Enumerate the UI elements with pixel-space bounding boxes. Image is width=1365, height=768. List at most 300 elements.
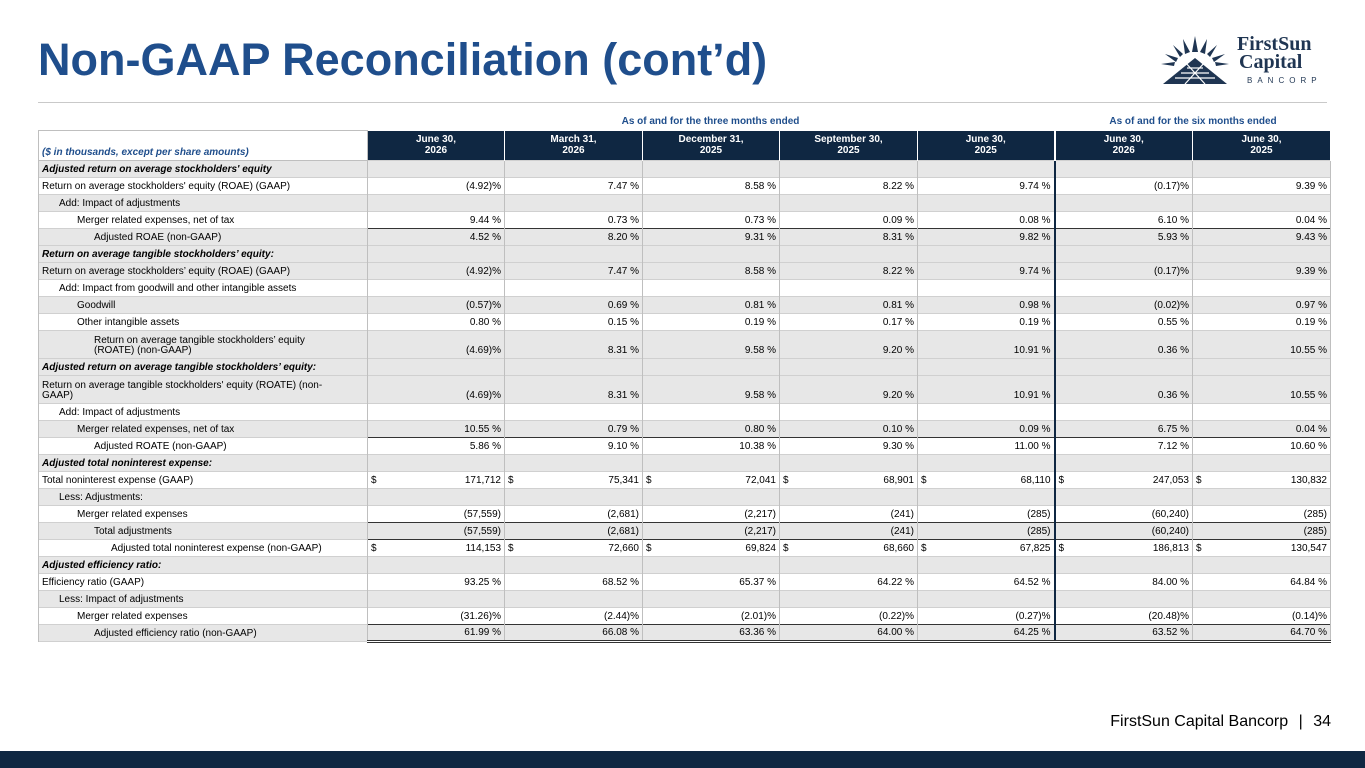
company-logo bbox=[1155, 32, 1325, 88]
value-cell bbox=[1055, 455, 1193, 472]
row-label bbox=[39, 455, 368, 472]
value-cell bbox=[1193, 438, 1331, 455]
cell-value: 0.04 % bbox=[1295, 423, 1327, 435]
value-cell bbox=[780, 455, 918, 472]
value-cell bbox=[780, 472, 918, 489]
value-cell bbox=[505, 161, 643, 178]
logo-subtitle: BANCORP bbox=[1247, 76, 1322, 85]
value-cell bbox=[780, 591, 918, 608]
cell-value: 10.38 % bbox=[739, 440, 776, 452]
dollar-sign: $ bbox=[508, 542, 514, 554]
cell-value: 0.19 % bbox=[744, 316, 776, 328]
cell-value: 6.10 % bbox=[1157, 214, 1189, 226]
value-cell bbox=[1055, 540, 1193, 557]
cell-value: 9.10 % bbox=[607, 440, 639, 452]
value-cell bbox=[505, 263, 643, 280]
cell-value: 10.91 % bbox=[1013, 345, 1051, 356]
row-label bbox=[39, 195, 368, 212]
cell-value: 0.80 % bbox=[469, 316, 501, 328]
value-cell bbox=[1193, 404, 1331, 421]
value-cell bbox=[643, 404, 780, 421]
row-label bbox=[39, 212, 368, 229]
cell-value: 0.81 % bbox=[744, 299, 776, 311]
cell-value: 130,547 bbox=[1290, 542, 1327, 554]
column-header-line1: June 30, bbox=[1103, 134, 1144, 146]
value-cell bbox=[643, 438, 780, 455]
sunburst-logo-icon bbox=[1155, 32, 1235, 88]
row-label-text: Other intangible assets bbox=[77, 316, 180, 328]
table-row bbox=[39, 404, 1331, 421]
value-cell bbox=[1193, 195, 1331, 212]
value-cell bbox=[368, 421, 505, 438]
value-cell bbox=[1055, 625, 1193, 642]
dollar-sign: $ bbox=[646, 542, 652, 554]
value-cell bbox=[368, 574, 505, 591]
value-cell bbox=[643, 263, 780, 280]
value-cell bbox=[918, 195, 1055, 212]
row-label-text: Adjusted total noninterest expense: bbox=[42, 457, 213, 469]
cell-value: 64.70 % bbox=[1290, 627, 1327, 638]
value-cell bbox=[1193, 455, 1331, 472]
column-header-line1: March 31, bbox=[550, 134, 597, 146]
value-cell bbox=[368, 523, 505, 540]
value-cell bbox=[1055, 421, 1193, 438]
logo-name-line1: FirstSun bbox=[1237, 33, 1312, 55]
cell-value: 68,110 bbox=[1020, 474, 1051, 486]
cell-value: (0.27)% bbox=[1015, 610, 1051, 622]
value-cell bbox=[1193, 212, 1331, 229]
value-cell bbox=[1193, 625, 1331, 642]
title-divider bbox=[38, 102, 1327, 103]
dollar-sign: $ bbox=[1058, 542, 1065, 554]
value-cell bbox=[780, 212, 918, 229]
value-cell bbox=[918, 523, 1055, 540]
row-label bbox=[39, 314, 368, 331]
value-cell bbox=[780, 404, 918, 421]
row-label-text: Adjusted efficiency ratio (non-GAAP) bbox=[94, 627, 257, 639]
value-cell bbox=[1193, 523, 1331, 540]
section-header-row bbox=[39, 161, 1331, 178]
table-row bbox=[39, 314, 1331, 331]
cell-value: 0.08 % bbox=[1019, 214, 1051, 226]
cell-value: 9.58 % bbox=[744, 390, 776, 401]
cell-value: 68.52 % bbox=[602, 576, 639, 588]
units-label: ($ in thousands, except per share amounts) bbox=[39, 131, 368, 161]
cell-value: 9.43 % bbox=[1295, 231, 1327, 243]
cell-value: 0.10 % bbox=[882, 423, 914, 435]
value-cell bbox=[1055, 263, 1193, 280]
value-cell bbox=[368, 472, 505, 489]
table-row bbox=[39, 523, 1331, 540]
value-cell bbox=[780, 574, 918, 591]
value-cell bbox=[780, 540, 918, 557]
cell-value: 0.04 % bbox=[1295, 214, 1327, 226]
row-label-text: Less: Impact of adjustments bbox=[59, 593, 184, 605]
value-cell bbox=[643, 489, 780, 506]
dollar-sign: $ bbox=[783, 542, 789, 554]
value-cell bbox=[505, 506, 643, 523]
cell-value: 7.12 % bbox=[1157, 440, 1189, 452]
cell-value: 9.31 % bbox=[744, 231, 776, 243]
value-cell bbox=[643, 195, 780, 212]
cell-value: 75,341 bbox=[608, 474, 639, 486]
value-cell bbox=[643, 574, 780, 591]
value-cell bbox=[1193, 591, 1331, 608]
footer-text bbox=[1110, 713, 1331, 731]
section-header-row bbox=[39, 557, 1331, 574]
cell-value: 63.52 % bbox=[1152, 627, 1189, 638]
value-cell bbox=[1193, 297, 1331, 314]
value-cell bbox=[918, 212, 1055, 229]
cell-value: 8.31 % bbox=[607, 390, 639, 401]
logo-name-line2: Capital bbox=[1239, 51, 1303, 73]
value-cell bbox=[780, 229, 918, 246]
row-label-text: Merger related expenses bbox=[77, 508, 188, 520]
value-cell bbox=[1055, 314, 1193, 331]
cell-value: 0.15 % bbox=[607, 316, 639, 328]
value-cell bbox=[368, 161, 505, 178]
value-cell bbox=[780, 178, 918, 195]
cell-value: 5.93 % bbox=[1157, 231, 1189, 243]
value-cell bbox=[505, 591, 643, 608]
cell-value: 64.25 % bbox=[1013, 627, 1051, 638]
cell-value: 10.55 % bbox=[1290, 345, 1327, 356]
table-row bbox=[39, 608, 1331, 625]
dollar-sign: $ bbox=[1196, 474, 1202, 486]
row-label bbox=[39, 229, 368, 246]
value-cell bbox=[1055, 229, 1193, 246]
value-cell bbox=[643, 331, 780, 359]
value-cell bbox=[368, 331, 505, 359]
cell-value: (2.44)% bbox=[603, 610, 639, 622]
column-header-line1: June 30, bbox=[965, 134, 1006, 146]
value-cell bbox=[780, 438, 918, 455]
cell-value: 0.73 % bbox=[607, 214, 639, 226]
cell-value: 64.52 % bbox=[1013, 576, 1051, 588]
value-cell bbox=[1055, 472, 1193, 489]
cell-value: (2.01)% bbox=[740, 610, 776, 622]
table-row bbox=[39, 489, 1331, 506]
row-label bbox=[39, 489, 368, 506]
value-cell bbox=[505, 540, 643, 557]
value-cell bbox=[1055, 376, 1193, 404]
column-header-line2: 2025 bbox=[1250, 145, 1273, 157]
row-label-text: Total noninterest expense (GAAP) bbox=[42, 474, 194, 486]
value-cell bbox=[780, 280, 918, 297]
value-cell bbox=[1193, 161, 1331, 178]
cell-value: (0.14)% bbox=[1291, 610, 1327, 622]
value-cell bbox=[643, 506, 780, 523]
value-cell bbox=[505, 523, 643, 540]
row-label-text: Total adjustments bbox=[94, 525, 172, 537]
cell-value: (0.17)% bbox=[1153, 180, 1189, 192]
cell-value: 0.36 % bbox=[1157, 390, 1189, 401]
value-cell bbox=[1193, 421, 1331, 438]
column-header bbox=[643, 131, 780, 161]
value-cell bbox=[918, 280, 1055, 297]
reconciliation-table bbox=[38, 130, 1331, 643]
value-cell bbox=[918, 438, 1055, 455]
cell-value: (4.92)% bbox=[465, 180, 501, 192]
cell-value: 64.22 % bbox=[877, 576, 914, 588]
value-cell bbox=[368, 404, 505, 421]
value-cell bbox=[780, 161, 918, 178]
value-cell bbox=[918, 625, 1055, 642]
cell-value: 0.80 % bbox=[744, 423, 776, 435]
table-row bbox=[39, 376, 1331, 404]
value-cell bbox=[368, 246, 505, 263]
cell-value: (4.69)% bbox=[465, 390, 501, 401]
value-cell bbox=[780, 489, 918, 506]
column-header bbox=[780, 131, 918, 161]
table-row bbox=[39, 178, 1331, 195]
value-cell bbox=[368, 489, 505, 506]
value-cell bbox=[505, 489, 643, 506]
value-cell bbox=[1055, 178, 1193, 195]
cell-value: 9.74 % bbox=[1019, 180, 1051, 192]
row-label-text: Adjusted return on average stockholders' equity bbox=[42, 163, 272, 175]
value-cell bbox=[1193, 263, 1331, 280]
value-cell bbox=[368, 280, 505, 297]
cell-value: (241) bbox=[890, 525, 914, 537]
value-cell bbox=[643, 229, 780, 246]
row-label-text: Less: Adjustments: bbox=[59, 491, 143, 503]
table-row bbox=[39, 263, 1331, 280]
column-header-line2: 2025 bbox=[699, 145, 723, 157]
value-cell bbox=[780, 421, 918, 438]
value-cell bbox=[1055, 246, 1193, 263]
cell-value: (285) bbox=[1303, 525, 1327, 537]
table-row bbox=[39, 421, 1331, 438]
column-header bbox=[368, 131, 505, 161]
cell-value: 9.39 % bbox=[1295, 265, 1327, 277]
cell-value: 8.22 % bbox=[882, 265, 914, 277]
value-cell bbox=[918, 229, 1055, 246]
value-cell bbox=[1193, 506, 1331, 523]
row-label bbox=[39, 161, 368, 178]
value-cell bbox=[1055, 161, 1193, 178]
dollar-sign: $ bbox=[921, 474, 927, 486]
cell-value: (57,559) bbox=[463, 525, 501, 537]
row-label bbox=[39, 280, 368, 297]
row-label bbox=[39, 591, 368, 608]
value-cell bbox=[643, 625, 780, 642]
column-header bbox=[505, 131, 643, 161]
value-cell bbox=[780, 263, 918, 280]
row-label bbox=[39, 331, 368, 359]
value-cell bbox=[505, 472, 643, 489]
value-cell bbox=[643, 212, 780, 229]
value-cell bbox=[643, 472, 780, 489]
cell-value: (60,240) bbox=[1151, 508, 1189, 520]
table-row bbox=[39, 540, 1331, 557]
value-cell bbox=[505, 376, 643, 404]
cell-value: 8.20 % bbox=[607, 231, 639, 243]
table-row bbox=[39, 297, 1331, 314]
value-cell bbox=[368, 625, 505, 642]
cell-value: (0.57)% bbox=[465, 299, 501, 311]
row-label-text: Adjusted ROAE (non-GAAP) bbox=[94, 231, 222, 243]
column-header-line1: June 30, bbox=[1241, 134, 1282, 146]
value-cell bbox=[918, 421, 1055, 438]
value-cell bbox=[643, 608, 780, 625]
value-cell bbox=[643, 246, 780, 263]
value-cell bbox=[368, 608, 505, 625]
column-header-line2: 2026 bbox=[562, 145, 585, 157]
footer-company: FirstSun Capital Bancorp bbox=[1110, 713, 1289, 730]
value-cell bbox=[780, 625, 918, 642]
value-cell bbox=[918, 376, 1055, 404]
cell-value: 0.97 % bbox=[1295, 299, 1327, 311]
value-cell bbox=[918, 608, 1055, 625]
value-cell bbox=[505, 314, 643, 331]
value-cell bbox=[1193, 178, 1331, 195]
value-cell bbox=[1193, 489, 1331, 506]
cell-value: 9.20 % bbox=[882, 345, 914, 356]
cell-value: 8.31 % bbox=[607, 345, 639, 356]
value-cell bbox=[918, 359, 1055, 376]
value-cell bbox=[505, 404, 643, 421]
value-cell bbox=[780, 314, 918, 331]
three-months-group-header: As of and for the three months ended bbox=[621, 116, 800, 127]
table-header-row bbox=[39, 131, 1331, 161]
value-cell bbox=[918, 489, 1055, 506]
cell-value: 72,660 bbox=[608, 542, 639, 554]
row-label bbox=[39, 376, 368, 404]
cell-value: (2,217) bbox=[744, 525, 776, 537]
cell-value: (0.02)% bbox=[1153, 299, 1189, 311]
cell-value: 8.58 % bbox=[744, 265, 776, 277]
dollar-sign: $ bbox=[508, 474, 514, 486]
cell-value: 63.36 % bbox=[739, 627, 776, 638]
value-cell bbox=[643, 161, 780, 178]
value-cell bbox=[368, 314, 505, 331]
cell-value: 0.98 % bbox=[1019, 299, 1051, 311]
cell-value: 8.58 % bbox=[744, 180, 776, 192]
row-label bbox=[39, 574, 368, 591]
section-header-row bbox=[39, 359, 1331, 376]
column-header bbox=[918, 131, 1055, 161]
column-header-line2: 2026 bbox=[424, 145, 448, 157]
cell-value: 0.19 % bbox=[1295, 316, 1327, 328]
cell-value: 10.55 % bbox=[464, 423, 501, 435]
row-label-text: Add: Impact of adjustments bbox=[59, 406, 181, 418]
cell-value: 0.09 % bbox=[882, 214, 914, 226]
row-label-text: Adjusted ROATE (non-GAAP) bbox=[94, 440, 227, 452]
value-cell bbox=[1055, 359, 1193, 376]
column-header-line2: 2025 bbox=[974, 145, 997, 157]
cell-value: 0.69 % bbox=[607, 299, 639, 311]
cell-value: (2,681) bbox=[607, 508, 639, 520]
footer-separator: | bbox=[1298, 713, 1303, 730]
value-cell bbox=[368, 297, 505, 314]
cell-value: 10.60 % bbox=[1290, 440, 1327, 452]
cell-value: 9.44 % bbox=[469, 214, 501, 226]
cell-value: (31.26)% bbox=[460, 610, 501, 622]
value-cell bbox=[1055, 297, 1193, 314]
row-label-text: Merger related expenses bbox=[77, 610, 188, 622]
cell-value: 0.17 % bbox=[882, 316, 914, 328]
cell-value: 0.36 % bbox=[1157, 345, 1189, 356]
value-cell bbox=[1193, 331, 1331, 359]
cell-value: 9.74 % bbox=[1019, 265, 1051, 277]
cell-value: 0.55 % bbox=[1157, 316, 1189, 328]
value-cell bbox=[643, 455, 780, 472]
value-cell bbox=[780, 376, 918, 404]
cell-value: 171,712 bbox=[464, 474, 501, 486]
cell-value: (57,559) bbox=[463, 508, 501, 520]
table-row bbox=[39, 506, 1331, 523]
row-label-text: Efficiency ratio (GAAP) bbox=[42, 576, 145, 588]
table-row bbox=[39, 591, 1331, 608]
dollar-sign: $ bbox=[1196, 542, 1202, 554]
cell-value: 10.91 % bbox=[1013, 390, 1051, 401]
value-cell bbox=[1055, 280, 1193, 297]
value-cell bbox=[1193, 557, 1331, 574]
row-label-text: Adjusted efficiency ratio: bbox=[42, 559, 162, 571]
row-label bbox=[39, 404, 368, 421]
value-cell bbox=[643, 540, 780, 557]
cell-value: 8.22 % bbox=[882, 180, 914, 192]
six-months-group-header: As of and for the six months ended bbox=[1109, 116, 1277, 127]
cell-value: 5.86 % bbox=[469, 440, 501, 452]
value-cell bbox=[505, 557, 643, 574]
value-cell bbox=[643, 314, 780, 331]
cell-value: 6.75 % bbox=[1157, 423, 1189, 435]
table-body bbox=[39, 161, 1331, 642]
value-cell bbox=[1193, 540, 1331, 557]
value-cell bbox=[780, 297, 918, 314]
row-label-text: Return on average stockholders’ equity (ROAE) (GAAP) bbox=[42, 265, 291, 277]
row-label bbox=[39, 178, 368, 195]
cell-value: (2,217) bbox=[744, 508, 776, 520]
value-cell bbox=[918, 506, 1055, 523]
value-cell bbox=[918, 404, 1055, 421]
row-label-text: Merger related expenses, net of tax bbox=[77, 423, 235, 435]
cell-value: 9.39 % bbox=[1295, 180, 1327, 192]
row-label-text: Return on average tangible stockholders’ equity bbox=[94, 335, 305, 346]
cell-value: 0.79 % bbox=[607, 423, 639, 435]
cell-value: (285) bbox=[1027, 525, 1051, 537]
cell-value: (20.48)% bbox=[1148, 610, 1189, 622]
value-cell bbox=[505, 178, 643, 195]
value-cell bbox=[368, 455, 505, 472]
value-cell bbox=[368, 229, 505, 246]
cell-value: (285) bbox=[1303, 508, 1327, 520]
value-cell bbox=[780, 331, 918, 359]
dollar-sign: $ bbox=[646, 474, 652, 486]
cell-value: 0.19 % bbox=[1019, 316, 1051, 328]
cell-value: 9.82 % bbox=[1019, 231, 1051, 243]
page-number: 34 bbox=[1313, 713, 1331, 730]
column-header-line2: 2026 bbox=[1112, 145, 1135, 157]
cell-value: 114,153 bbox=[465, 542, 501, 554]
cell-value: (2,681) bbox=[607, 525, 639, 537]
value-cell bbox=[780, 359, 918, 376]
value-cell bbox=[918, 263, 1055, 280]
value-cell bbox=[1193, 574, 1331, 591]
cell-value: 67,825 bbox=[1019, 542, 1051, 554]
column-header-line1: September 30, bbox=[814, 134, 883, 146]
row-label bbox=[39, 506, 368, 523]
column-header-line2: 2025 bbox=[837, 145, 860, 157]
value-cell bbox=[643, 376, 780, 404]
cell-value: 247,053 bbox=[1152, 474, 1189, 486]
value-cell bbox=[918, 472, 1055, 489]
value-cell bbox=[1055, 591, 1193, 608]
value-cell bbox=[505, 297, 643, 314]
cell-value: (285) bbox=[1027, 508, 1051, 520]
